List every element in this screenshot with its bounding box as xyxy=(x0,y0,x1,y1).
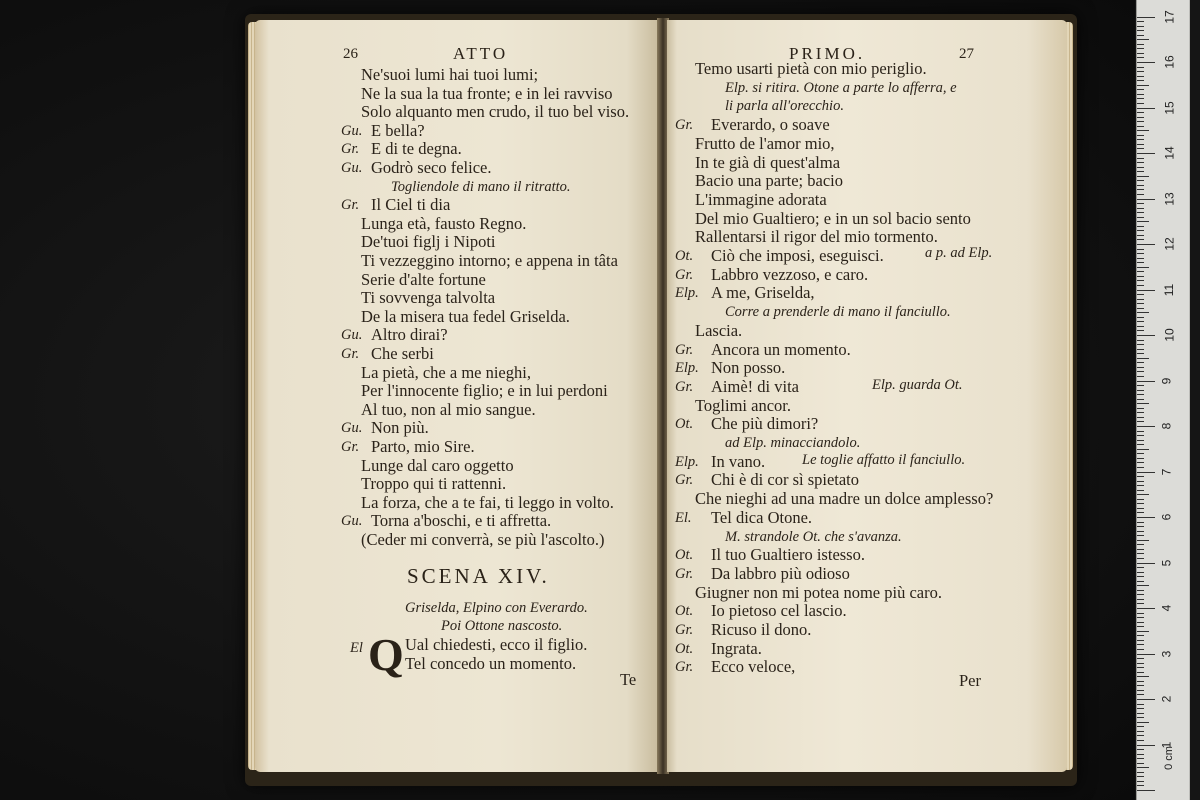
ruler-tick xyxy=(1137,694,1144,695)
ruler-tick xyxy=(1137,121,1144,122)
speaker-label: Elp. xyxy=(675,285,699,302)
drop-cap: Q xyxy=(368,629,404,680)
ruler-tick xyxy=(1137,631,1149,632)
ruler-tick xyxy=(1137,390,1144,391)
ruler-number: 17 xyxy=(1162,9,1177,24)
ruler-tick xyxy=(1137,572,1144,573)
right-page xyxy=(667,20,1067,772)
verse-line: Ecco veloce, xyxy=(711,657,796,677)
ruler-tick xyxy=(1137,48,1144,49)
verse-line: Lascia. xyxy=(695,320,743,340)
verse-line: Godrò seco felice. xyxy=(371,158,492,177)
ruler-tick xyxy=(1137,581,1144,582)
ruler-tick xyxy=(1137,376,1144,377)
speaker-label: Gu. xyxy=(341,160,363,176)
left-running-head: ATTO xyxy=(453,44,509,63)
ruler-tick xyxy=(1137,162,1144,163)
ruler-tick xyxy=(1137,80,1144,81)
ruler-tick xyxy=(1137,67,1144,68)
final-line-2: Tel concedo un momento. xyxy=(405,654,577,673)
ruler-tick xyxy=(1137,139,1144,140)
ruler-tick xyxy=(1137,171,1144,172)
verse-line: Al tuo, non al mio sangue. xyxy=(361,399,536,419)
left-catchword: Te xyxy=(620,670,637,689)
stage-direction: Togliendole di mano il ritratto. xyxy=(391,178,571,195)
ruler-number: 8 xyxy=(1159,422,1174,430)
speaker-label: Gr. xyxy=(675,378,694,395)
ruler-tick xyxy=(1137,371,1144,372)
ruler-tick xyxy=(1137,39,1149,40)
ruler-tick xyxy=(1137,658,1144,659)
speaker-label: Gu. xyxy=(341,327,363,344)
ruler-tick xyxy=(1137,663,1144,664)
ruler-tick xyxy=(1137,472,1155,473)
ruler-tick xyxy=(1137,381,1155,382)
stage-direction: Elp. si ritira. Otone a parte lo afferra, e xyxy=(725,79,957,96)
speaker-label: Elp. xyxy=(675,360,699,377)
ruler-tick xyxy=(1137,394,1144,395)
ruler-tick xyxy=(1137,594,1144,595)
verse-line: In te già di quest'alma xyxy=(695,152,841,172)
ruler-tick xyxy=(1137,499,1144,500)
ruler-tick xyxy=(1137,176,1149,177)
ruler-tick xyxy=(1137,585,1149,586)
ruler-tick xyxy=(1137,180,1144,181)
speaker-label: Gr. xyxy=(675,659,694,676)
verse-line: A me, Griselda, xyxy=(711,283,815,303)
verse-line: De'tuoi figlj i Nipoti xyxy=(361,232,496,252)
ruler-tick xyxy=(1137,148,1144,149)
ruler-tick xyxy=(1137,340,1144,341)
ruler-number: 9 xyxy=(1159,377,1174,384)
verse-line: Che nieghi ad una madre un dolce amplesso? xyxy=(695,489,994,509)
ruler-tick xyxy=(1137,235,1144,236)
ruler-tick xyxy=(1137,358,1149,359)
ruler-tick xyxy=(1137,476,1144,477)
ruler-tick xyxy=(1137,485,1144,486)
verse-line: Ricuso il dono. xyxy=(711,620,812,639)
ruler-tick xyxy=(1137,563,1155,564)
ruler-tick xyxy=(1137,417,1144,418)
ruler-tick xyxy=(1137,590,1144,591)
ruler-tick xyxy=(1137,26,1144,27)
ruler-tick xyxy=(1137,549,1144,550)
ruler-tick xyxy=(1137,326,1144,327)
ruler-tick xyxy=(1137,735,1144,736)
ruler-tick xyxy=(1137,244,1155,245)
verse-line: Giugner non mi potea nome più caro. xyxy=(695,582,942,602)
ruler-tick xyxy=(1137,613,1144,614)
verse-line: Lunga età, fausto Regno. xyxy=(361,213,527,233)
ruler-tick xyxy=(1137,745,1155,746)
scene-title: SCENA XIV. xyxy=(407,564,550,588)
ruler-tick xyxy=(1137,89,1144,90)
speaker-label: Elp. xyxy=(675,453,699,470)
ruler-tick xyxy=(1137,344,1144,345)
ruler-tick xyxy=(1137,362,1144,363)
ruler-tick xyxy=(1137,94,1144,95)
ruler-number: 5 xyxy=(1159,559,1174,566)
ruler-tick xyxy=(1137,517,1155,518)
ruler-tick xyxy=(1137,763,1144,764)
ruler-tick xyxy=(1137,790,1155,791)
ruler-tick xyxy=(1137,531,1144,532)
ruler-tick xyxy=(1137,567,1144,568)
ruler-tick xyxy=(1137,503,1144,504)
ruler-number: 13 xyxy=(1162,191,1177,206)
speaker-label: Gr. xyxy=(675,472,694,489)
speaker-label: Ot. xyxy=(675,547,694,564)
ruler-tick xyxy=(1137,617,1144,618)
ruler-tick xyxy=(1137,403,1149,404)
ruler-tick xyxy=(1137,649,1144,650)
ruler-tick xyxy=(1137,576,1144,577)
ruler-tick xyxy=(1137,412,1144,413)
first-speaker: El xyxy=(350,640,363,656)
ruler-tick xyxy=(1137,626,1144,627)
ruler-tick xyxy=(1137,717,1144,718)
ruler-tick xyxy=(1137,203,1144,204)
ruler-tick xyxy=(1137,353,1144,354)
ruler-tick xyxy=(1137,189,1144,190)
verse-line: Ti vezzeggino intorno; e appena in tâta xyxy=(361,251,618,270)
ruler-number: 6 xyxy=(1159,513,1174,521)
ruler-tick xyxy=(1137,421,1144,422)
ruler-tick xyxy=(1137,654,1155,655)
final-line-1: Ual chiedesti, ecco il figlio. xyxy=(405,635,588,654)
verse-line: Solo alquanto men crudo, il tuo bel viso. xyxy=(361,102,630,122)
ruler-tick xyxy=(1137,35,1144,36)
ruler-tick xyxy=(1137,267,1149,268)
ruler-tick xyxy=(1137,758,1144,759)
speaker-label: Gr. xyxy=(341,141,360,158)
ruler-tick xyxy=(1137,681,1144,682)
ruler-tick xyxy=(1137,294,1144,295)
ruler-tick xyxy=(1137,71,1144,72)
ruler-tick xyxy=(1137,280,1144,281)
ruler-tick xyxy=(1137,130,1149,131)
ruler-tick xyxy=(1137,522,1144,523)
verse-line: L'immagine adorata xyxy=(695,189,827,209)
ruler-tick xyxy=(1137,194,1144,195)
ruler-tick xyxy=(1137,726,1144,727)
scene-cast-2: Poi Ottone nascosto. xyxy=(441,618,563,634)
verse-line: Rallentarsi il rigor del mio tormento. xyxy=(695,227,938,247)
ruler-tick xyxy=(1137,44,1144,45)
ruler-tick xyxy=(1137,731,1144,732)
verse-line: Bacio una parte; bacio xyxy=(695,171,843,191)
verse-line: Ancora un momento. xyxy=(711,339,851,359)
verse-line: La forza, che a te fai, ti leggo in volto. xyxy=(361,492,614,512)
ruler-tick xyxy=(1137,767,1149,768)
ruler-tick xyxy=(1137,153,1155,154)
ruler-tick xyxy=(1137,740,1144,741)
ruler-tick xyxy=(1137,540,1149,541)
ruler-tick xyxy=(1137,303,1144,304)
speaker-label: Gr. xyxy=(675,266,694,283)
ruler-tick xyxy=(1137,85,1149,86)
speaker-label: Gr. xyxy=(675,622,694,638)
speaker-label: Ot. xyxy=(675,603,694,620)
scene-cast-1: Griselda, Elpino con Everardo. xyxy=(405,600,588,616)
ruler-tick xyxy=(1137,713,1144,714)
speaker-label: Gu. xyxy=(341,420,363,437)
verse-line: Ciò che imposi, eseguisci. xyxy=(711,246,884,265)
verse-line: Labbro vezzoso, e caro. xyxy=(711,264,869,284)
verse-line: Torna a'boschi, e ti affretta. xyxy=(371,511,552,531)
ruler-tick xyxy=(1137,21,1144,22)
ruler-tick xyxy=(1137,608,1155,609)
ruler-tick xyxy=(1137,76,1144,77)
speaker-label: Ot. xyxy=(675,640,694,657)
ruler-tick xyxy=(1137,467,1144,468)
verse-line: (Ceder mi converrà, se più l'ascolto.) xyxy=(361,530,605,549)
side-note-1: a p. ad Elp. xyxy=(925,245,993,261)
ruler-tick xyxy=(1137,544,1144,545)
verse-line: Aimè! di vita xyxy=(711,376,799,396)
verse-line: Per l'innocente figlio; e in lui perdoni xyxy=(361,381,608,401)
ruler-tick xyxy=(1137,112,1144,113)
verse-line: Serie d'alte fortune xyxy=(361,269,486,289)
verse-line: Ti sovvenga talvolta xyxy=(361,288,496,308)
ruler-tick xyxy=(1137,53,1144,54)
stage-direction: ad Elp. minacciandolo. xyxy=(725,435,861,451)
right-running-head: PRIMO. xyxy=(789,44,866,63)
ruler-tick xyxy=(1137,239,1144,240)
ruler-tick xyxy=(1137,335,1155,336)
speaker-label: Gr. xyxy=(341,197,360,214)
ruler-tick xyxy=(1137,226,1144,227)
verse-line: Lunge dal caro oggetto xyxy=(361,455,514,475)
verse-line: Che serbi xyxy=(371,344,434,363)
ruler-tick xyxy=(1137,704,1144,705)
stage-direction: li parla all'orecchio. xyxy=(725,98,844,115)
ruler-tick xyxy=(1137,690,1144,691)
verse-line: Che più dimori? xyxy=(711,414,819,434)
ruler-tick xyxy=(1137,258,1144,259)
ruler-tick xyxy=(1137,62,1155,63)
ruler-number: 1 xyxy=(1159,741,1174,748)
ruler-tick xyxy=(1137,158,1144,159)
ruler-tick xyxy=(1137,558,1144,559)
verse-line: De la misera tua fedel Griselda. xyxy=(361,306,570,326)
ruler-tick xyxy=(1137,512,1144,513)
ruler-tick xyxy=(1137,167,1144,168)
speaker-label: Gr. xyxy=(675,341,694,358)
ruler-tick xyxy=(1137,444,1144,445)
ruler-tick xyxy=(1137,749,1144,750)
ruler-number: 4 xyxy=(1159,604,1174,612)
ruler-tick xyxy=(1137,57,1144,58)
verse-line: Everardo, o soave xyxy=(711,115,830,135)
speaker-label: Gu. xyxy=(341,513,363,530)
ruler-tick xyxy=(1137,431,1144,432)
ruler-tick xyxy=(1137,17,1155,18)
speaker-label: Gr. xyxy=(341,439,360,455)
verse-line: Non posso. xyxy=(711,358,786,378)
ruler-tick xyxy=(1137,126,1144,127)
ruler-tick xyxy=(1137,708,1144,709)
ruler-tick xyxy=(1137,699,1155,700)
ruler-tick xyxy=(1137,776,1144,777)
verse-line: Chi è di cor sì spietato xyxy=(711,470,860,490)
ruler-tick xyxy=(1137,221,1149,222)
ruler-number: 10 xyxy=(1162,328,1177,342)
ruler-tick xyxy=(1137,262,1144,263)
ruler-tick xyxy=(1137,640,1144,641)
speaker-label: Gu. xyxy=(341,122,363,139)
ruler-tick xyxy=(1137,98,1144,99)
ruler-number: 12 xyxy=(1162,237,1177,251)
speaker-label: El. xyxy=(675,509,692,526)
ruler-tick xyxy=(1137,308,1144,309)
ruler-tick xyxy=(1137,399,1144,400)
verse-line: La pietà, che a me nieghi, xyxy=(361,362,531,382)
ruler-tick xyxy=(1137,285,1144,286)
ruler-tick xyxy=(1137,481,1144,482)
verse-line: Da labbro più odioso xyxy=(711,563,850,583)
ruler-tick xyxy=(1137,672,1144,673)
verse-line: Il tuo Gualtiero istesso. xyxy=(711,545,865,565)
ruler-tick xyxy=(1137,408,1144,409)
ruler-tick xyxy=(1137,230,1144,231)
ruler-tick xyxy=(1137,290,1155,291)
ruler-tick xyxy=(1137,312,1149,313)
speaker-label: Ot. xyxy=(675,248,694,264)
verse-line: Parto, mio Sire. xyxy=(371,437,475,456)
ruler-tick xyxy=(1137,462,1144,463)
ruler-tick xyxy=(1137,103,1144,104)
ruler-tick xyxy=(1137,458,1144,459)
ruler-unit-label: 0 cm xyxy=(1162,746,1175,770)
verse-line: Tel dica Otone. xyxy=(711,507,813,527)
ruler-tick xyxy=(1137,349,1144,350)
side-note-3: Le toglie affatto il fanciullo. xyxy=(802,452,966,468)
right-page-number: 27 xyxy=(959,46,974,62)
ruler-tick xyxy=(1137,553,1144,554)
stage-direction: M. strandole Ot. che s'avanza. xyxy=(725,528,902,545)
ruler-tick xyxy=(1137,30,1144,31)
ruler-number: 3 xyxy=(1159,650,1174,657)
ruler-tick xyxy=(1137,667,1144,668)
ruler-tick xyxy=(1137,208,1144,209)
speaker-label: Gr. xyxy=(675,565,694,582)
speaker-label: Gr. xyxy=(341,346,360,362)
ruler-tick xyxy=(1137,330,1144,331)
ruler-tick xyxy=(1137,526,1144,527)
ruler-tick xyxy=(1137,535,1144,536)
ruler-tick xyxy=(1137,722,1149,723)
side-note-2: Elp. guarda Ot. xyxy=(872,377,963,393)
ruler-tick xyxy=(1137,185,1144,186)
ruler-tick xyxy=(1137,117,1144,118)
ruler-tick xyxy=(1137,494,1149,495)
left-page xyxy=(255,20,659,772)
verse-line: Ne'suoi lumi hai tuoi lumi; xyxy=(361,65,539,84)
verse-line: Troppo qui ti rattenni. xyxy=(361,474,507,494)
verse-line: E bella? xyxy=(371,120,425,140)
ruler-tick xyxy=(1137,426,1155,427)
ruler-tick xyxy=(1137,199,1155,200)
verse-line: Temo usarti pietà con mio periglio. xyxy=(695,59,927,78)
ruler-tick xyxy=(1137,144,1144,145)
ruler-tick xyxy=(1137,772,1144,773)
ruler-tick xyxy=(1137,599,1144,600)
verse-line: In vano. xyxy=(711,451,766,471)
ruler-tick xyxy=(1137,385,1144,386)
measuring-ruler xyxy=(1136,0,1190,800)
verse-line: Il Ciel ti dia xyxy=(371,195,451,215)
ruler-tick xyxy=(1137,622,1144,623)
ruler-tick xyxy=(1137,299,1144,300)
ruler-number: 16 xyxy=(1162,55,1177,69)
ruler-tick xyxy=(1137,276,1144,277)
ruler-tick xyxy=(1137,453,1144,454)
ruler-tick xyxy=(1137,217,1144,218)
ruler-tick xyxy=(1137,603,1144,604)
verse-line: Io pietoso cel lascio. xyxy=(711,601,847,621)
ruler-tick xyxy=(1137,135,1144,136)
speaker-label: Gr. xyxy=(675,117,694,134)
verse-line: Frutto de l'amor mio, xyxy=(695,133,835,153)
ruler-tick xyxy=(1137,676,1149,677)
ruler-tick xyxy=(1137,271,1144,272)
ruler-tick xyxy=(1137,440,1144,441)
verse-line: E di te degna. xyxy=(371,139,462,159)
ruler-tick xyxy=(1137,490,1144,491)
ruler-tick xyxy=(1137,108,1155,109)
speaker-label: Ot. xyxy=(675,416,694,433)
verse-line: Ingrata. xyxy=(711,638,762,658)
right-catchword: Per xyxy=(959,671,981,690)
ruler-number: 14 xyxy=(1162,146,1177,160)
ruler-tick xyxy=(1137,508,1144,509)
ruler-tick xyxy=(1137,644,1144,645)
ruler-tick xyxy=(1137,367,1144,368)
ruler-number: 15 xyxy=(1162,100,1177,115)
verse-line: Del mio Gualtiero; e in un sol bacio sento xyxy=(695,208,971,228)
ruler-number: 7 xyxy=(1159,468,1174,475)
stage-direction: Corre a prenderle di mano il fanciullo. xyxy=(725,304,951,321)
ruler-tick xyxy=(1137,754,1144,755)
verse-line: Non più. xyxy=(371,418,429,438)
ruler-tick xyxy=(1137,781,1144,782)
verse-line: Toglimi ancor. xyxy=(695,395,791,415)
ruler-tick xyxy=(1137,317,1144,318)
verse-line: Ne la sua la tua fronte; e in lei ravviso xyxy=(361,83,613,103)
ruler-tick xyxy=(1137,253,1144,254)
ruler-tick xyxy=(1137,635,1144,636)
ruler-tick xyxy=(1137,435,1144,436)
ruler-tick xyxy=(1137,212,1144,213)
ruler-number: 2 xyxy=(1159,695,1174,703)
ruler-number: 11 xyxy=(1162,283,1177,296)
ruler-tick xyxy=(1137,321,1144,322)
verse-line: Altro dirai? xyxy=(371,325,448,345)
ruler-tick xyxy=(1137,249,1144,250)
ruler-tick xyxy=(1137,449,1149,450)
ruler-tick xyxy=(1137,685,1144,686)
left-page-number: 26 xyxy=(343,46,358,62)
ruler-tick xyxy=(1137,785,1144,786)
